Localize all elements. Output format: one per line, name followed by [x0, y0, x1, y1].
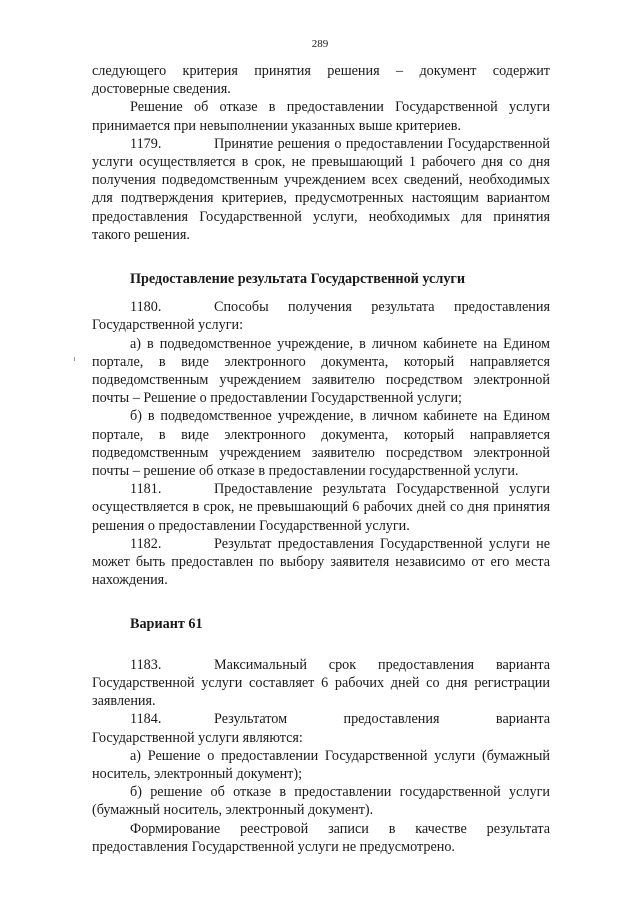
paragraph-1179 [92, 135, 550, 244]
paragraph-criteria-end: следующего критерия принятия решения – документ содержит достоверные сведения. [92, 63, 550, 98]
paragraph-1184-a: а) Решение о предоставлении Государственной услуги (бумажный носитель, электронный документ); [92, 747, 550, 782]
paragraph-1181 [92, 480, 550, 535]
clause-number-1181: 1181. [130, 481, 162, 498]
margin-mark [74, 357, 75, 361]
paragraph-1184 [92, 710, 550, 746]
clause-text-1179: Принятие решения о предоставлении Государственной услуги осуществляется в срок, не превышающий 1 рабочего дня со дня получения подведомственным учреждением всех сведений, необходимых для подтверждения критериев, предусмотренных настоящим вариантом предоставления Государственной услуги, необходимых для принятия такого решения. [92, 135, 550, 243]
paragraph-refusal-decision: Решение об отказе в предоставлении Государственной услуги принимается при невыполнении указанных выше критериев. [92, 99, 550, 134]
clause-number-1182: 1182. [130, 535, 162, 552]
paragraph-1180 [92, 298, 550, 334]
paragraph-1183 [92, 656, 550, 711]
clause-number-1180: 1180. [130, 299, 162, 316]
clause-number-1179: 1179. [130, 135, 162, 152]
paragraph-1182 [92, 535, 550, 590]
paragraph-1180-a: а) в подведомственное учреждение, в личном кабинете на Едином портале, в виде электронного документа, который направляется подведомственным учреждением заявителю посредством электронной почты – Решение о предоставлении Государственной услуги; [92, 335, 550, 407]
paragraph-1184-b: б) решение об отказе в предоставлении государственной услуги (бумажный носитель, электронный документ). [92, 784, 550, 819]
clause-number-1184: 1184. [130, 711, 162, 728]
clause-text-1182: Результат предоставления Государственной услуги не может быть предоставлен по выбору заявителя независимо от его места нахождения. [92, 535, 550, 589]
section-heading-result: Предоставление результата Государственной услуги [130, 271, 466, 288]
paragraph-registry-record: Формирование реестровой записи в качестве результата предоставления Государственной услуги не предусмотрено. [92, 820, 550, 855]
clause-text-1184: Результатом предоставления варианта Государственной услуги являются: [92, 711, 550, 746]
clause-number-1183: 1183. [130, 656, 162, 673]
page-number: 289 [311, 38, 329, 50]
section-heading-variant-61: Вариант 61 [130, 616, 203, 633]
document-body [92, 62, 550, 856]
clause-text-1183: Максимальный срок предоставления варианта Государственной услуги составляет 6 рабочих дней со дня регистрации заявления. [92, 656, 550, 710]
clause-text-1181: Предоставление результата Государственной услуги осуществляется в срок, не превышающий 6 рабочих дней со дня принятия решения о предоставлении Государственной услуги. [92, 481, 550, 534]
paragraph-1180-b: б) в подведомственное учреждение, в личном кабинете на Едином портале, в виде электронного документа, который направляется подведомственным учреждением заявителю посредством электронной почты – решение об отказе в предоставлении государственной услуги. [92, 408, 550, 480]
clause-text-1180: Способы получения результата предоставления Государственной услуги: [92, 299, 550, 334]
